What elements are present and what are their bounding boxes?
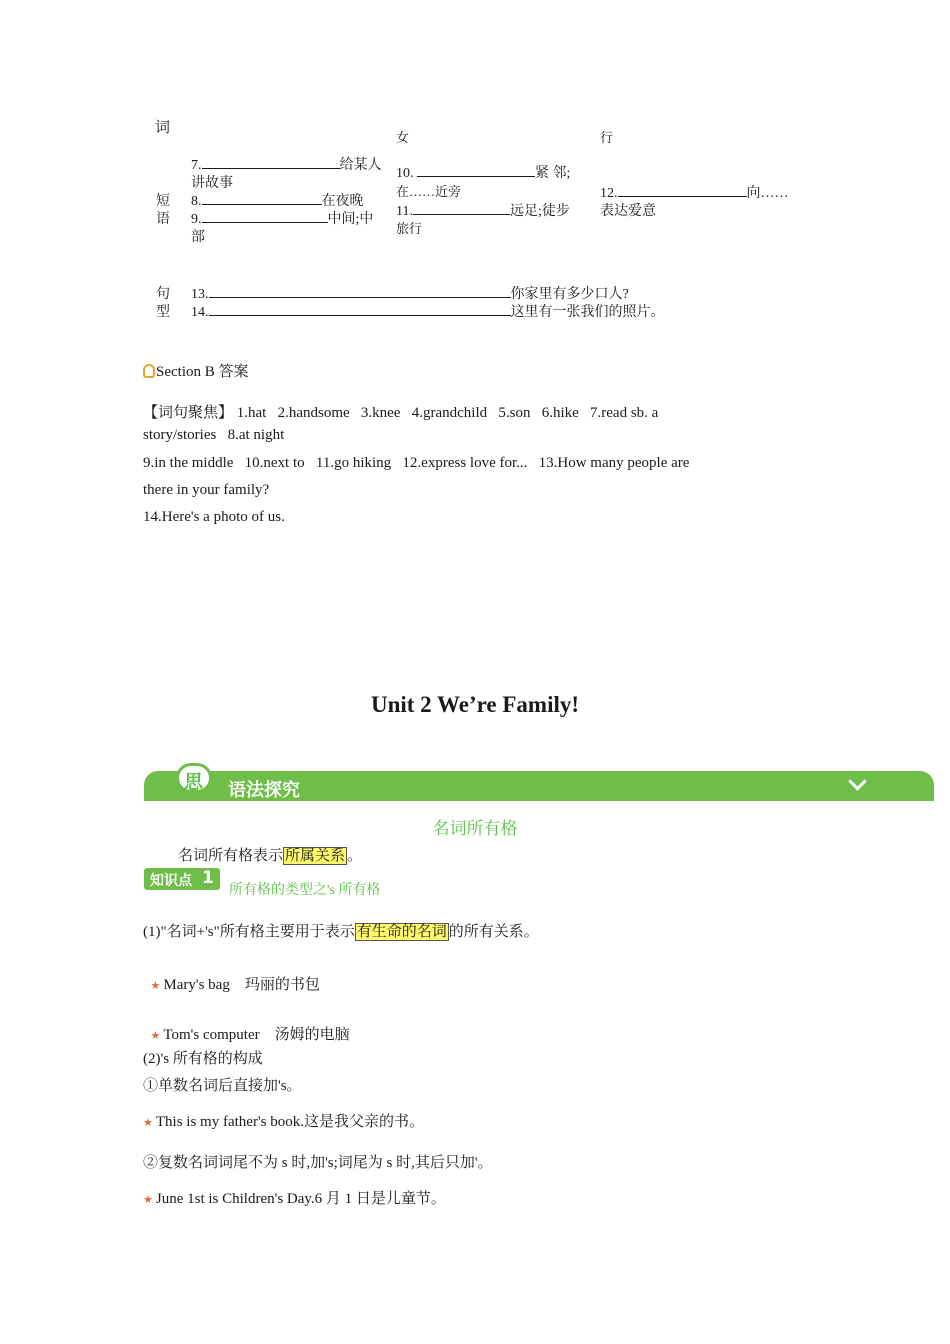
grammar-banner[interactable] [144,771,934,801]
category-sentence-2: 型 [156,305,170,320]
category-phrase-2: 语 [156,212,170,227]
answers-line-5: 14.Here's a photo of us. [143,509,285,525]
grammar-topic: 名词所有格 [432,819,518,838]
item-14: 14. 这里有一张我们的照片。 [191,301,665,321]
item-10: 10. 紧 邻; [396,162,570,182]
example-4: ★ June 1st is Children's Day.6 月 1 日是儿童节。 [143,1191,446,1207]
item-9: 9. 中间;中 [191,208,373,228]
category-vocab: 词 [155,120,171,136]
star-icon: ★ [143,1194,153,1206]
example-1: ★ Mary's bag 玛丽的书包 [150,977,320,993]
example-2: ★ Tom's computer 汤姆的电脑 [150,1027,350,1043]
answer-blank[interactable] [209,283,511,298]
answer-blank[interactable] [202,154,340,169]
chevron-down-icon[interactable] [848,772,866,790]
item-9-cont: 部 [191,230,205,245]
item-8: 8. 在夜晚 [191,190,364,210]
knowledge-point-badge: 知识点 1 [144,868,220,890]
answer-blank[interactable] [413,200,510,215]
item-7: 7. 给某人 [191,154,382,174]
answers-line-1: 【词句聚焦】 1.hat 2.handsome 3.knee 4.grandchild 5.son 6.hike 7.read sb. a [143,405,659,421]
category-phrase-1: 短 [156,194,170,209]
grammar-point-1: (1)"名词+'s"所有格主要用于表示 有生命的名词 的所有关系。 [143,924,539,940]
unit-title: Unit 2 We’re Family! [370,692,580,717]
item-10-cont: 在……近旁 [396,184,462,199]
banner-title: 语法探究 [228,780,300,801]
grammar-intro: 名词所有格表示 所属关系 。 [178,848,363,864]
item-13: 13. 你家里有多少口人? [191,283,629,303]
star-icon: ★ [150,1030,161,1042]
answer-blank[interactable] [202,190,322,205]
example-3: ★ This is my father's book.这是我父亲的书。 [143,1114,424,1130]
star-icon: ★ [143,1117,153,1129]
answers-line-4: there in your family? [143,482,270,498]
item-11-cont: 旅行 [396,221,423,236]
star-icon: ★ [150,980,161,992]
grammar-point-3: ①单数名词后直接加's。 [143,1078,302,1094]
knowledge-point-title: 所有格的类型之's 所有格 [229,883,381,898]
category-sentence-1: 句 [156,287,170,302]
grammar-point-2: (2)'s 所有格的构成 [143,1051,263,1067]
answer-blank[interactable] [209,301,511,316]
answers-heading: Section B 答案 [143,360,249,381]
answer-blank[interactable] [202,208,328,223]
answer-blank[interactable] [618,182,747,197]
item-11: 11. 远足;徒步 [396,200,570,220]
item-12: 12. 向…… [600,182,789,202]
think-badge: 思 [176,763,212,793]
answers-line-3: 9.in the middle 10.next to 11.go hiking 12.express love for... 13.How many people are [143,455,690,471]
item-12-cont: 表达爱意 [600,204,656,219]
answers-line-2: story/stories 8.at night [143,427,285,443]
answer-blank[interactable] [417,162,535,177]
grammar-point-4: ②复数名词词尾不为 s 时,加's;词尾为 s 时,其后只加'。 [143,1155,493,1171]
col3-fragment: 行 [600,130,614,145]
item-7-cont: 讲故事 [191,176,233,191]
col2-fragment: 女 [396,130,410,145]
lightbulb-icon [143,364,155,378]
